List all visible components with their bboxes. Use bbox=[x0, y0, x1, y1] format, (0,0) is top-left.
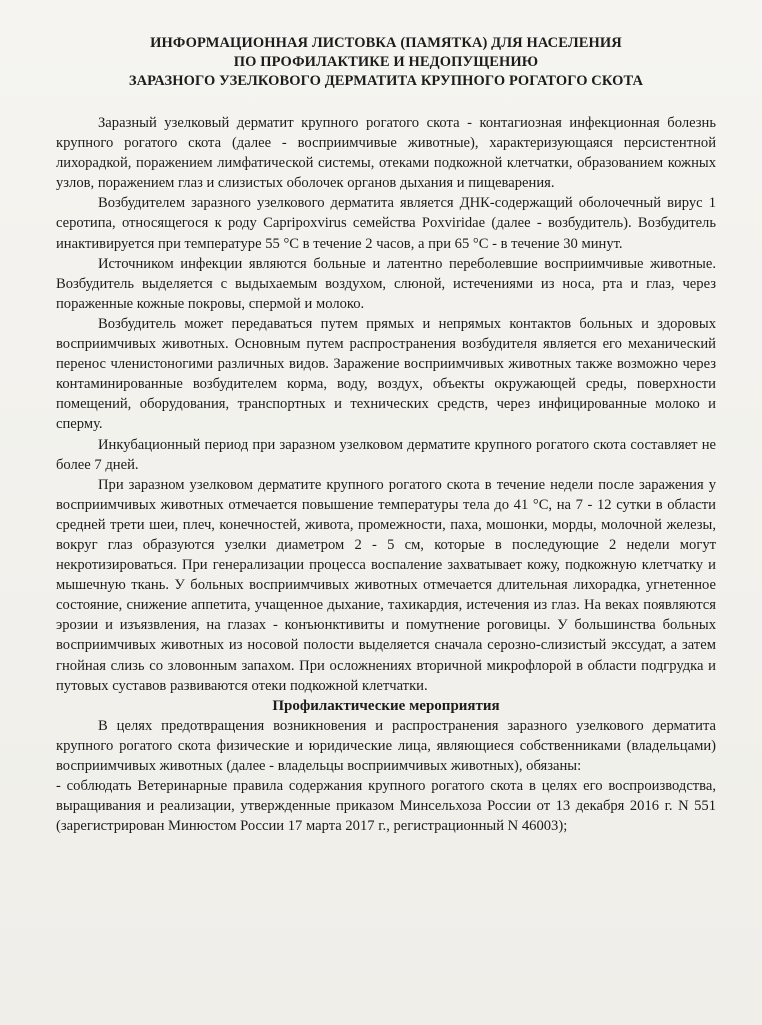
paragraph-transmission: Возбудитель может передаваться путем прямых и непрямых контактов больных и здоровых восприимчивых животных. Основным путем распространения возбудителя является его механический перенос членистоногими различных видов. Заражение восприимчивых животных также возможно через контаминированные возбудителем корма, воду, воздух, объекты окружающей среды, поверхности помещений, оборудования, транспортных и технических средств, через инфицированные молоко и сперму. bbox=[56, 315, 716, 433]
document-title bbox=[56, 34, 716, 91]
paragraph-symptoms: При заразном узелковом дерматите крупного рогатого скота в течение недели после заражения у восприимчивых животных отмечается повышение температуры тела до 41 °С, на 7 - 12 сутки в области средней трети шеи, плеч, конечностей, живота, промежности, паха, мошонки, морды, молочной железы, вокруг глаз образуются узелки диаметром 2 - 5 см, которые в последующие 2 недели могут некротизироваться. При генерализации процесса воспаление захватывает кожу, подкожную клетчатку и мышечную ткань. У больных восприимчивых животных отмечается длительная лихорадка, угнетенное состояние, снижение аппетита, учащенное дыхание, тахикардия, истечения из глаз. На веках появляются эрозии и изъязвления, на глазах - конъюнктивиты и помутнение роговицы. У большинства больных восприимчивых животных из носовой полости выделяется сначала серозно-слизистый экссудат, а затем гнойная слизь со зловонным запахом. При осложнениях вторичной микрофлорой в области подгрудка и путовых суставов развиваются отеки подкожной клетчатки. bbox=[56, 476, 716, 694]
paragraph-prevention-intro: В целях предотвращения возникновения и распространения заразного узелкового дерматита крупного рогатого скота физические и юридические лица, являющиеся собственниками (владельцами) восприимчивых животных (далее - владельцы восприимчивых животных), обязаны: bbox=[56, 717, 716, 774]
paragraph-incubation: Инкубационный период при заразном узелковом дерматите крупного рогатого скота составляет не более 7 дней. bbox=[56, 436, 716, 473]
document-body bbox=[56, 113, 716, 836]
paragraph-definition: Заразный узелковый дерматит крупного рогатого скота - контагиозная инфекционная болезнь крупного рогатого скота (далее - восприимчивые животные), характеризующаяся персистентной лихорадкой, поражением лимфатической системы, отеками подкожной клетчатки, образованием кожных узлов, поражением глаз и слизистых оболочек органов дыхания и пищеварения. bbox=[56, 115, 716, 192]
section-title-prevention: Профилактические мероприятия bbox=[272, 697, 500, 714]
paragraph-pathogen: Возбудителем заразного узелкового дерматита является ДНК-содержащий оболочечный вирус 1 серотипа, относящегося к роду Capripoxvirus семейства Poxviridae (далее - возбудитель). Возбудитель инактивируется при температуре 55 °С в течение 2 часов, а при 65 °С - в течение 30 минут. bbox=[56, 195, 716, 252]
title-line-3: ЗАРАЗНОГО УЗЕЛКОВОГО ДЕРМАТИТА КРУПНОГО РОГАТОГО СКОТА bbox=[128, 73, 644, 89]
paragraph-infection-source: Источником инфекции являются больные и латентно переболевшие восприимчивые животные. Возбудитель выделяется с выдыхаемым воздухом, слюной, истечениями из носа, рта и глаз, через пораженные кожные покровы, спермой и молоко. bbox=[56, 255, 716, 312]
title-line-2: ПО ПРОФИЛАКТИКЕ И НЕДОПУЩЕНИЮ bbox=[233, 54, 539, 70]
paragraph-prevention-rule-1: - соблюдать Ветеринарные правила содержания крупного рогатого скота в целях его воспроизводства, выращивания и реализации, утвержденные приказом Минсельхоза России от 13 декабря 2016 г. N 551 (зарегистрирован Минюстом России 17 марта 2017 г., регистрационный N 46003); bbox=[56, 778, 716, 835]
title-line-1: ИНФОРМАЦИОННАЯ ЛИСТОВКА (ПАМЯТКА) ДЛЯ НАСЕЛЕНИЯ bbox=[150, 35, 622, 51]
